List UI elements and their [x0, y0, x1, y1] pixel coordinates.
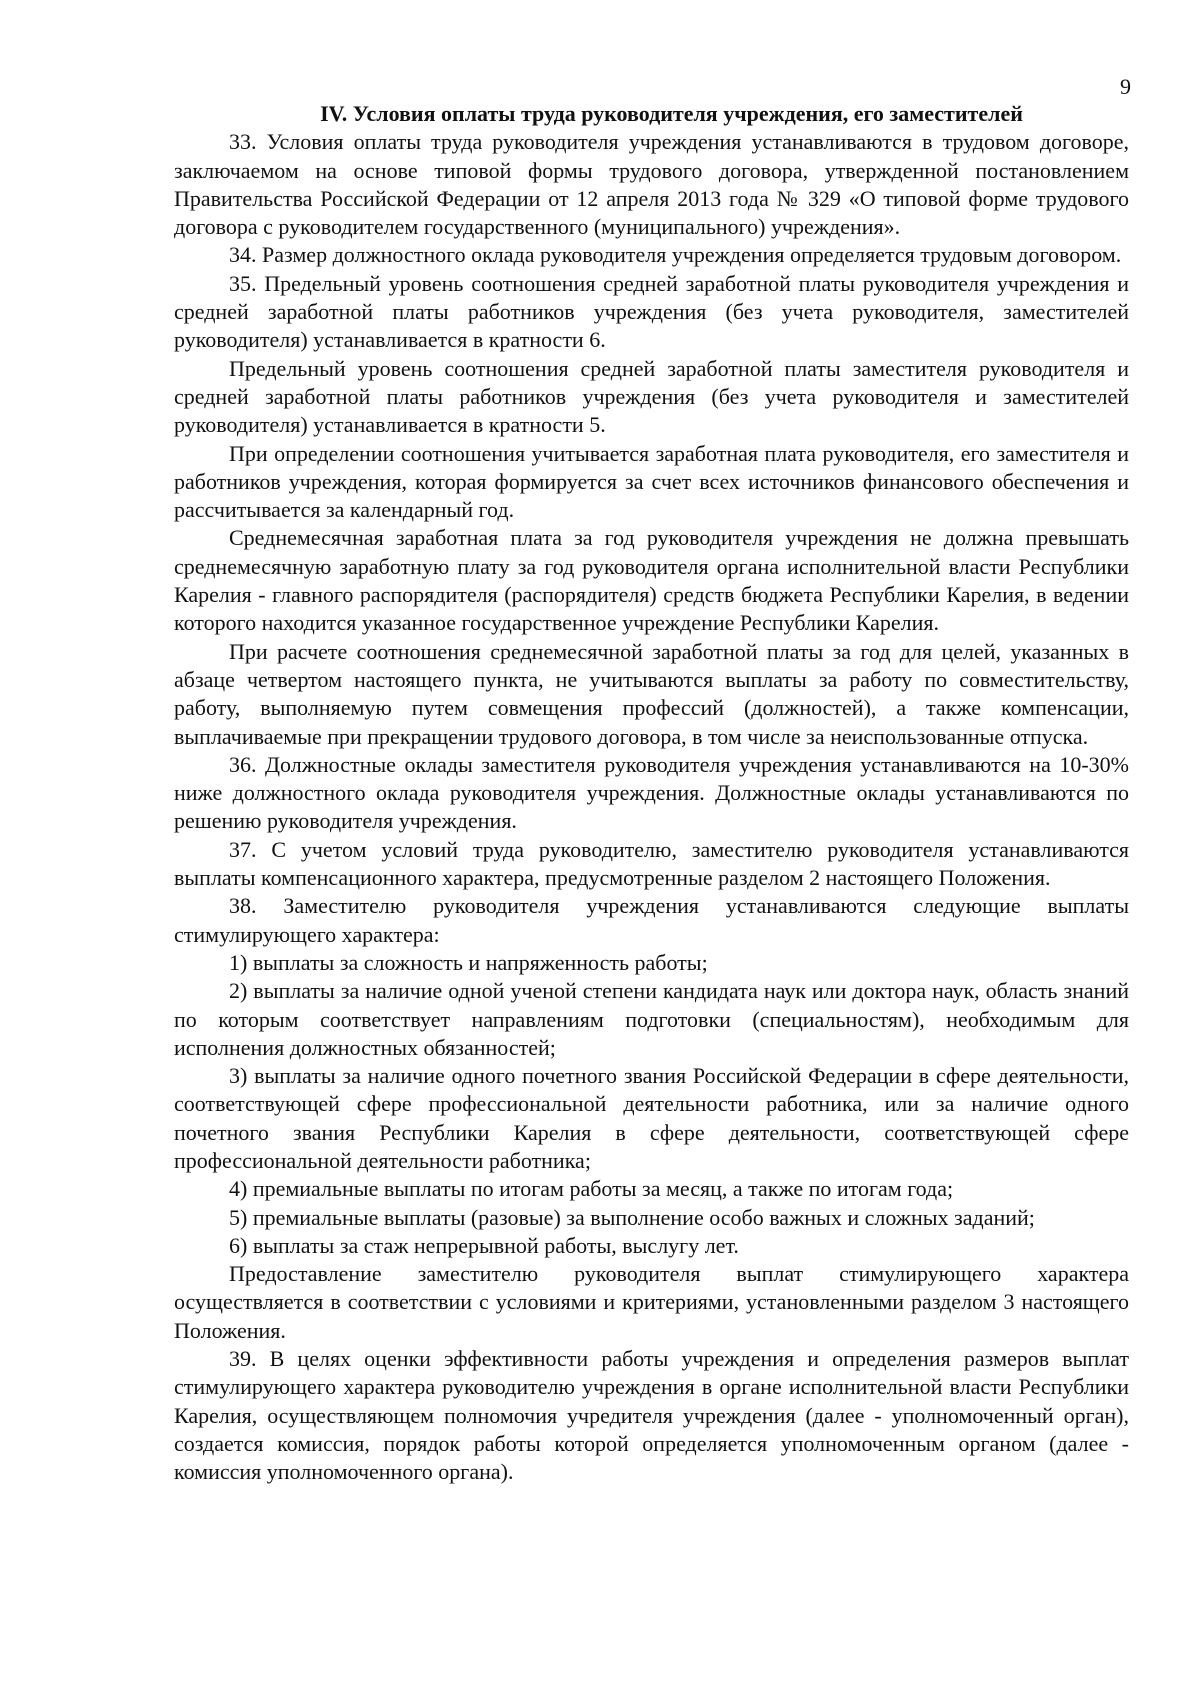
paragraph-37: 37. С учетом условий труда руководителю, заместителю руководителя устанавливаются выплаты компенсационного характера, предусмотренные разделом 2 настоящего Положения. — [174, 836, 1129, 891]
list-item-1: 1) выплаты за сложность и напряженность работы; — [229, 949, 708, 975]
list-item-3: 3) выплаты за наличие одного почетного звания Российской Федерации в сфере деятельности, соответствующей сфере профессиональной деятельности работника, или за наличие одного почетного звания Республики Карелия в сфере деятельности, соответствующей сфере профессиональной деятельности работника; — [174, 1063, 1129, 1173]
paragraph-35: 35. Предельный уровень соотношения средней заработной платы руководителя учреждения и средней заработной платы работников учреждения (без учета руководителя, заместителей руководителя) устанавливается в кратности 6. — [174, 270, 1129, 353]
paragraph-33: 33. Условия оплаты труда руководителя учреждения устанавливаются в трудовом договоре, заключаемом на основе типовой формы трудового договора, утвержденной постановлением Правительства Российской Федерации от 12 апреля 2013 года № 329 «О типовой форме трудового договора с руководителем государственного (муниципального) учреждения». — [174, 129, 1129, 240]
paragraph-34: 34. Размер должностного оклада руководителя учреждения определяется трудовым договором. — [229, 242, 1122, 268]
section-heading: IV. Условия оплаты труда руководителя учреждения, его заместителей — [320, 101, 1023, 126]
paragraph-35-average-salary-limit: Среднемесячная заработная плата за год руководителя учреждения не должна превышать среднемесячную заработную плату за год руководителя органа исполнительной власти Республики Карелия - главного распорядителя (распорядителя) средств бюджета Республики Карелия, в ведении которого находится указанное государственное учреждение Республики Карелия. — [174, 525, 1129, 636]
list-item-4: 4) премиальные выплаты по итогам работы за месяц, а также по итогам года; — [229, 1176, 954, 1202]
paragraph-35-ratio-determination: При определении соотношения учитывается заработная плата руководителя, его заместителя и работников учреждения, которая формируется за счет всех источников финансового обеспечения и рассчитывается за календарный год. — [174, 440, 1129, 523]
page-number: 9 — [1120, 74, 1131, 99]
list-item-5: 5) премиальные выплаты (разовые) за выполнение особо важных и сложных заданий; — [229, 1204, 1035, 1230]
paragraph-38-provision: Предоставление заместителю руководителя выплат стимулирующего характера осуществляется в соответствии с условиями и критериями, установленными разделом 3 настоящего Положения. — [174, 1261, 1129, 1343]
list-item-6: 6) выплаты за стаж непрерывной работы, выслугу лет. — [229, 1232, 739, 1258]
paragraph-35-exclusions: При расчете соотношения среднемесячной заработной платы за год для целей, указанных в абзаце четвертом настоящего пункта, не учитываются выплаты за работу по совместительству, работу, выполняемую путем совмещения профессий (должностей), а также компенсации, выплачиваемые при прекращении трудового договора, в том числе за неиспользованные отпуска. — [174, 638, 1129, 749]
paragraph-38: 38. Заместителю руководителя учреждения устанавливаются следующие выплаты стимулирующего характера: — [174, 893, 1129, 947]
list-item-2: 2) выплаты за наличие одной ученой степени кандидата наук или доктора наук, область знаний по которым соответствует направлениям подготовки (специальностям), необходимым для исполнения должностных обязанностей; — [174, 978, 1129, 1060]
document-body — [174, 100, 1129, 1487]
paragraph-36: 36. Должностные оклады заместителя руководителя учреждения устанавливаются на 10-30% ниже должностного оклада руководителя учреждения. Должностные оклады устанавливаются по решению руководителя учреждения. — [174, 751, 1129, 834]
paragraph-35-deputy-ratio: Предельный уровень соотношения средней заработной платы заместителя руководителя и средней заработной платы работников учреждения (без учета руководителя и заместителей руководителя) устанавливается в кратности 5. — [174, 355, 1129, 438]
paragraph-39: 39. В целях оценки эффективности работы учреждения и определения размеров выплат стимулирующего характера руководителю учреждения в органе исполнительной власти Республики Карелия, осуществляющем полномочия учредителя учреждения (далее - уполномоченный орган), создается комиссия, порядок работы которой определяется уполномоченным органом (далее - комиссия уполномоченного органа). — [174, 1346, 1129, 1485]
